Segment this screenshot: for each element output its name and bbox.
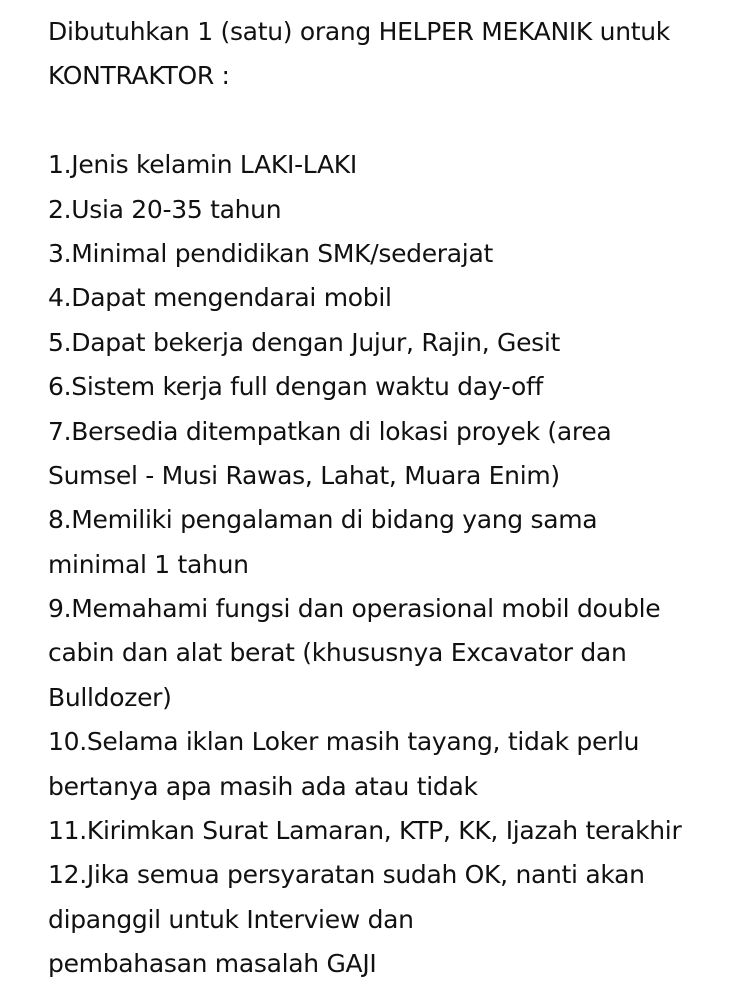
job-posting-text bbox=[48, 10, 748, 987]
intro-line-2: KONTRAKTOR : bbox=[48, 61, 230, 91]
requirement-9-line-1: 9.Memahami fungsi dan operasional mobil double bbox=[48, 594, 661, 624]
blank-line bbox=[48, 99, 748, 143]
requirement-9-line-3: Bulldozer) bbox=[48, 682, 172, 712]
requirement-8-line-2: minimal 1 tahun bbox=[48, 549, 249, 579]
requirement-12-line-3: pembahasan masalah GAJI bbox=[48, 949, 377, 979]
requirement-1: 1.Jenis kelamin LAKI-LAKI bbox=[48, 150, 357, 180]
requirement-10-line-1: 10.Selama iklan Loker masih tayang, tidak perlu bbox=[48, 727, 640, 757]
requirement-12-line-1: 12.Jika semua persyaratan sudah OK, nanti akan bbox=[48, 860, 645, 890]
requirement-9-line-2: cabin dan alat berat (khususnya Excavator dan bbox=[48, 638, 627, 668]
requirement-5: 5.Dapat bekerja dengan Jujur, Rajin, Gesit bbox=[48, 327, 561, 357]
requirement-10-line-2: bertanya apa masih ada atau tidak bbox=[48, 771, 478, 801]
requirement-6: 6.Sistem kerja full dengan waktu day-off bbox=[48, 372, 543, 402]
intro-line-1: Dibutuhkan 1 (satu) orang HELPER MEKANIK untuk bbox=[48, 17, 670, 46]
requirement-4: 4.Dapat mengendarai mobil bbox=[48, 283, 392, 313]
requirement-3: 3.Minimal pendidikan SMK/sederajat bbox=[48, 238, 493, 268]
requirement-11: 11.Kirimkan Surat Lamaran, KTP, KK, Ijazah terakhir bbox=[48, 816, 682, 846]
requirement-7-line-2: Sumsel - Musi Rawas, Lahat, Muara Enim) bbox=[48, 460, 560, 490]
requirement-7-line-1: 7.Bersedia ditempatkan di lokasi proyek (area bbox=[48, 416, 612, 446]
requirement-2: 2.Usia 20-35 tahun bbox=[48, 194, 282, 224]
requirement-12-line-2: dipanggil untuk Interview dan bbox=[48, 904, 414, 934]
requirement-8-line-1: 8.Memiliki pengalaman di bidang yang sama bbox=[48, 505, 598, 535]
